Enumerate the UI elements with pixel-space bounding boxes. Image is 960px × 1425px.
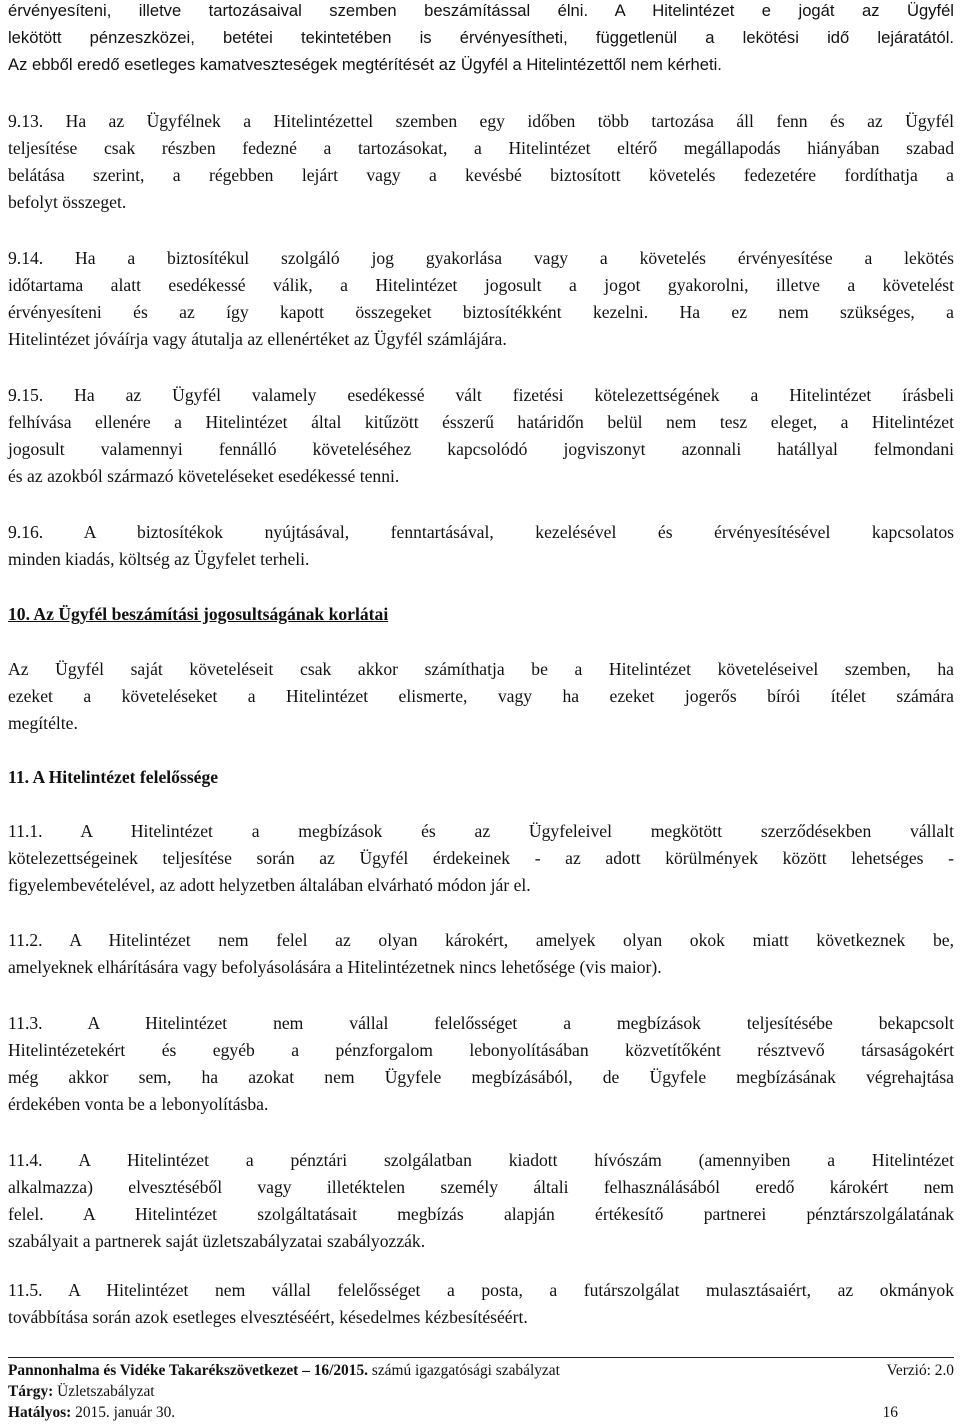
body-text-line: befolyt összeget. xyxy=(8,192,127,212)
body-text-line: érvényesíteni és az így kapott összegeket biztosítékként kezelni. Ha ez nem szükséges, a xyxy=(8,302,954,322)
body-text-line: 9.13. Ha az Ügyfélnek a Hitelintézettel szemben egy időben több tartozása áll fenn és az Ügyfél xyxy=(8,111,954,131)
body-text-line: felhívása ellenére a Hitelintézet által kitűzött ésszerű határidőn belül nem tesz eleget, a Hitelintézet xyxy=(8,412,954,432)
body-text-line: Hitelintézet jóváírja vagy átutalja az ellenértéket az Ügyfél számlájára. xyxy=(8,329,507,349)
body-text-line: továbbítása során azok esetleges elvesztéséért, késedelmes kézbesítéséért. xyxy=(8,1307,528,1327)
body-text-line: 11.4. A Hitelintézet a pénztári szolgálatban kiadott hívószám (amennyiben a Hitelintézet xyxy=(8,1150,954,1170)
body-text-line: 11.1. A Hitelintézet a megbízások és az Ügyfeleivel megkötött szerződésekben vállalt xyxy=(8,821,954,841)
body-text-line: belátása szerint, a régebben lejárt vagy a kevésbé biztosított követelés fedezetére fordíthatja a xyxy=(8,165,954,185)
body-text-line: még akkor sem, ha azokat nem Ügyfele megbízásából, de Ügyfele megbízásának végrehajtása xyxy=(8,1067,954,1087)
footer-version: Verzió: 2.0 xyxy=(886,1362,954,1379)
body-text-line: érdekében vonta be a lebonyolításba. xyxy=(8,1094,269,1114)
body-text-line: időtartama alatt esedékessé válik, a Hitelintézet jogosult a jogot gyakorolni, illetve a követelést xyxy=(8,275,954,295)
body-text-line: minden kiadás, költség az Ügyfelet terheli. xyxy=(8,549,310,569)
footer-effective-label: Hatályos: xyxy=(8,1404,72,1421)
body-text-line: Az ebből eredő esetleges kamatveszteségek megtérítését az Ügyfél a Hitelintézettől nem kérheti. xyxy=(8,55,722,74)
section-heading: 10. Az Ügyfél beszámítási jogosultságának korlátai xyxy=(8,604,389,624)
body-text-line: szabályait a partnerek saját üzletszabályzatai szabályozzák. xyxy=(8,1231,426,1251)
page-number: 16 xyxy=(882,1404,898,1421)
footer-line-2 xyxy=(8,1382,155,1402)
body-text-line: figyelembevételével, az adott helyzetben általában elvárható módon jár el. xyxy=(8,875,531,895)
body-text-line: 11.5. A Hitelintézet nem vállal felelősséget a posta, a futárszolgálat mulasztásaiért, az okmányok xyxy=(8,1280,954,1300)
body-text-line: Az Ügyfél saját követeléseit csak akkor számíthatja be a Hitelintézet követeléseivel szemben, ha xyxy=(8,659,954,679)
footer-divider xyxy=(8,1357,954,1358)
body-text-line: 9.15. Ha az Ügyfél valamely esedékessé vált fizetési kötelezettségének a Hitelintézet írásbeli xyxy=(8,385,954,405)
body-text-line: Hitelintézetekért és egyéb a pénzforgalom lebonyolításában közvetítőként résztvevő társaságokért xyxy=(8,1040,954,1060)
footer-dash: – xyxy=(298,1362,314,1379)
body-text-line: lekötött pénzeszközei, betétei tekintetében is érvényesítheti, függetlenül a lekötési idő lejáratától. xyxy=(8,28,954,47)
body-text-line: 9.16. A biztosítékok nyújtásával, fenntartásával, kezelésével és érvényesítésével kapcsolatos xyxy=(8,522,954,542)
body-text-line: 11.3. A Hitelintézet nem vállal felelősséget a megbízások teljesítésébe bekapcsolt xyxy=(8,1013,954,1033)
footer-subject-label: Tárgy: xyxy=(8,1383,54,1400)
body-text-line: amelyeknek elhárítására vagy befolyásolására a Hitelintézetnek nincs lehetősége (vis maior). xyxy=(8,957,662,977)
footer-org: Pannonhalma és Vidéke Takarékszövetkezet xyxy=(8,1362,299,1379)
body-text-line: jogosult valamennyi fennálló követeléséhez kapcsolódó jogviszonyt azonnali hatállyal felmondani xyxy=(8,439,954,459)
body-text-line: ezeket a követeléseket a Hitelintézet elismerte, vagy ha ezeket jogerős bírói ítélet számára xyxy=(8,686,954,706)
footer-line-3 xyxy=(8,1403,954,1423)
footer-effective-value: 2015. január 30. xyxy=(71,1404,176,1421)
body-text-line: megítélte. xyxy=(8,713,78,733)
body-text-line: érvényesíteni, illetve tartozásaival szemben beszámítással élni. A Hitelintézet e jogát az Ügyfél xyxy=(8,1,954,20)
footer-regulation-number: 16/2015. xyxy=(313,1362,368,1379)
body-text-line: teljesítése csak részben fedezné a tartozásokat, a Hitelintézet eltérő megállapodás hiányában szabad xyxy=(8,138,954,158)
footer-line-1 xyxy=(8,1361,954,1381)
body-text-line: felel. A Hitelintézet szolgáltatásait megbízás alapján értékesítő partnerei pénztárszolgálatának xyxy=(8,1204,954,1224)
footer-subject-value: Üzletszabályzat xyxy=(53,1383,155,1400)
body-text-line: kötelezettségeinek teljesítése során az Ügyfél érdekeinek - az adott körülmények között lehetséges - xyxy=(8,848,954,868)
body-text-line: alkalmazza) elvesztéséből vagy illetéktelen személy általi felhasználásából eredő károkért nem xyxy=(8,1177,954,1197)
body-text-line: és az azokból származó követeléseket esedékessé tenni. xyxy=(8,466,400,486)
section-heading: 11. A Hitelintézet felelőssége xyxy=(8,767,219,787)
body-text-line: 9.14. Ha a biztosítékul szolgáló jog gyakorlása vagy a követelés érvényesítése a lekötés xyxy=(8,248,954,268)
body-text-line: 11.2. A Hitelintézet nem felel az olyan károkért, amelyek olyan okok miatt következnek be, xyxy=(8,930,954,950)
footer-regulation-rest: számú igazgatósági szabályzat xyxy=(367,1362,560,1379)
